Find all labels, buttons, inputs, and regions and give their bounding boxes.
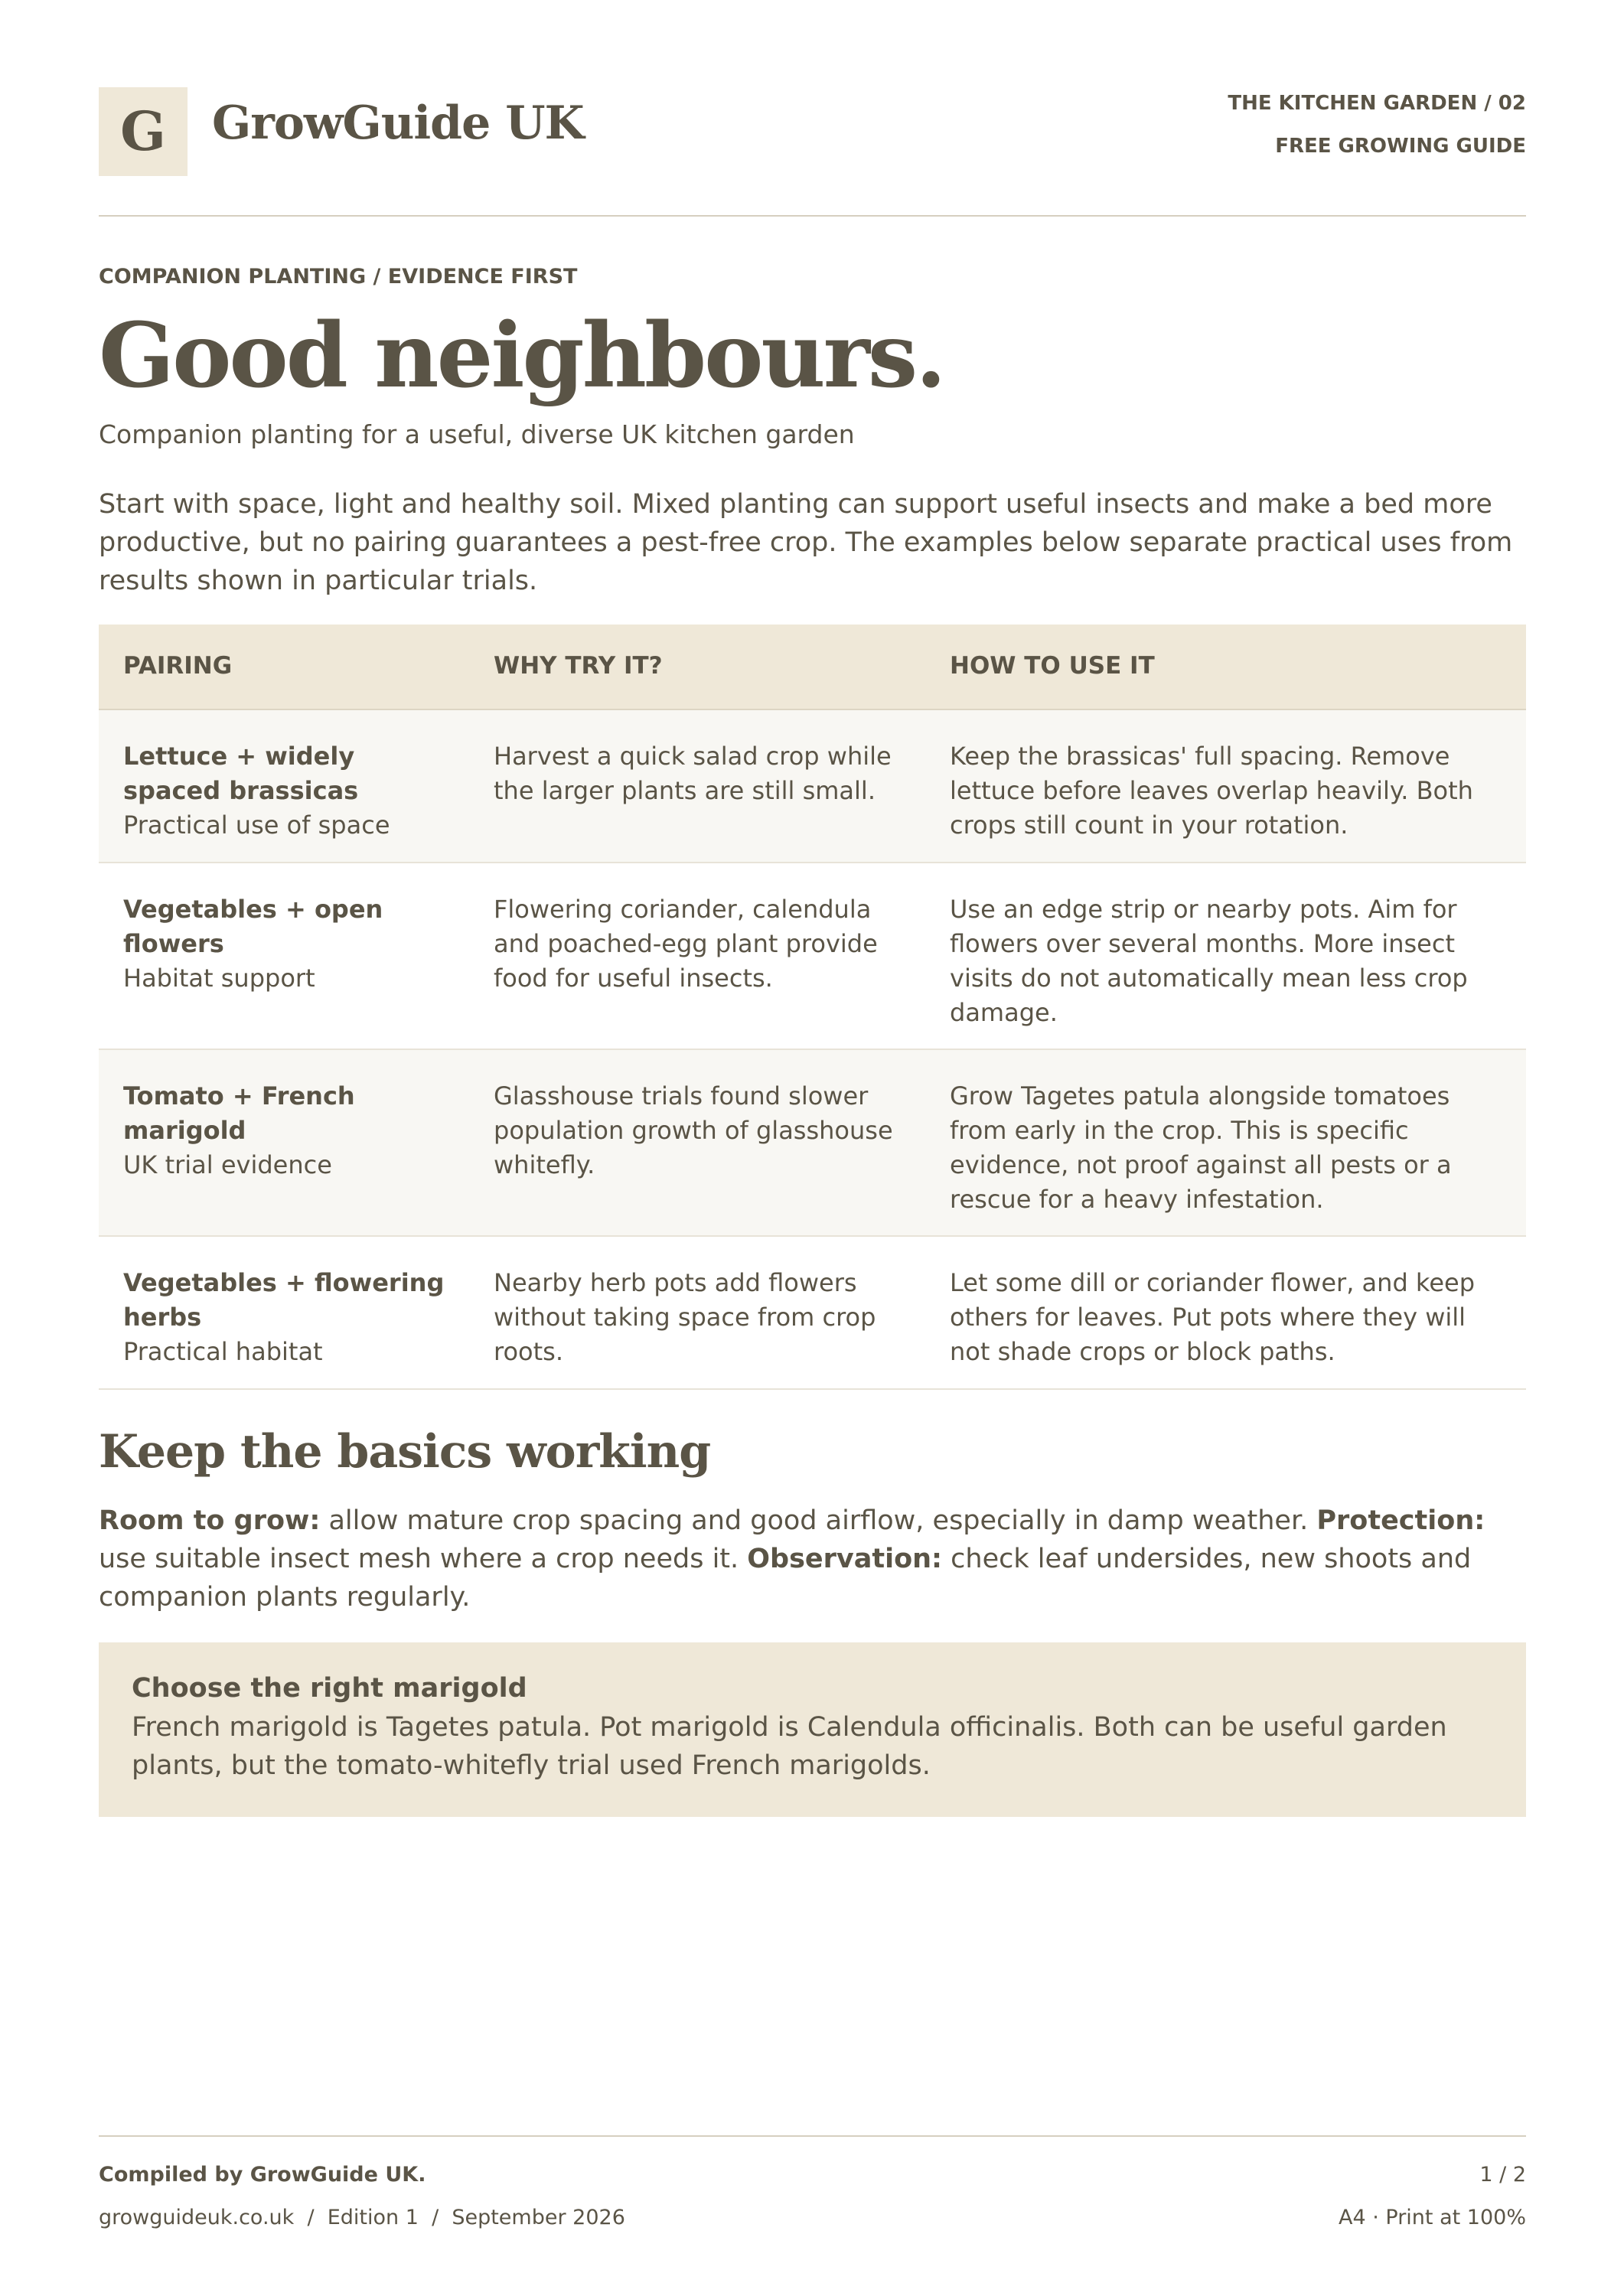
callout-title: Choose the right marigold (132, 1673, 527, 1704)
print-note: A4 · Print at 100% (1339, 2206, 1526, 2229)
how-cell: Let some dill or coriander flower, and keep others for leaves. Put pots where they will not shade crops or block paths. (950, 1268, 1475, 1366)
protection-text: use suitable insect mesh where a crop needs it. (99, 1544, 748, 1574)
pairing-note: Practical habitat (123, 1337, 323, 1366)
room-label: Room to grow: (99, 1505, 321, 1536)
pairing-cell (123, 739, 460, 843)
footer-meta: growguideuk.co.uk / Edition 1 / September 2026 (99, 2206, 625, 2229)
page-subtitle: Companion planting for a useful, diverse UK kitchen garden (99, 419, 855, 449)
why-cell: Flowering coriander, calendula and poached-egg plant provide food for useful insects. (494, 895, 878, 993)
footer-compiled: Compiled by GrowGuide UK. (99, 2163, 426, 2187)
series-label: THE KITCHEN GARDEN / 02 (1228, 92, 1526, 115)
table-header (99, 625, 1526, 710)
pairing-cell (123, 1266, 460, 1369)
pairing-name: Lettuce + widely spaced brassicas (123, 742, 359, 805)
marigold-callout (99, 1642, 1526, 1817)
pairing-cell (123, 1079, 460, 1182)
pairing-note: UK trial evidence (123, 1150, 332, 1179)
pairing-name: Vegetables + open flowers (123, 895, 383, 958)
protection-label: Protection: (1316, 1505, 1485, 1536)
observation-text: check leaf undersides, new shoots and companion plants regularly. (99, 1544, 1472, 1613)
how-cell: Use an edge strip or nearby pots. Aim for flowers over several months. More insect visits do not automatically mean less crop damage. (950, 895, 1468, 1027)
logo-letter: G (120, 99, 166, 163)
table-row (99, 863, 1526, 1050)
pairing-note: Habitat support (123, 964, 315, 993)
page-header (99, 87, 1526, 176)
pairing-table (99, 625, 1526, 1390)
table-row (99, 1237, 1526, 1390)
header-divider (99, 215, 1526, 217)
page-number: 1 / 2 (1479, 2163, 1526, 2187)
callout-body: French marigold is Tagetes patula. Pot marigold is Calendula officinalis. Both can be useful garden plants, but the tomato-whitefly trial used French marigolds. (132, 1712, 1447, 1781)
header-pairing: PAIRING (123, 652, 233, 680)
room-text: allow mature crop spacing and good airflow, especially in damp weather. (320, 1505, 1317, 1536)
pairing-name: Tomato + French marigold (123, 1081, 355, 1145)
header-meta (1228, 92, 1526, 178)
guide-page (99, 0, 1526, 2296)
header-how: HOW TO USE IT (950, 652, 1155, 680)
pairing-name: Vegetables + flowering herbs (123, 1268, 445, 1332)
intro-paragraph: Start with space, light and healthy soil. Mixed planting can support useful insects and make a bed more productive, but no pairing guarantees a pest-free crop. The examples below separate practical uses from results shown in particular trials. (99, 489, 1513, 596)
how-cell: Keep the brassicas' full spacing. Remove lettuce before leaves overlap heavily. Both crops still count in your rotation. (950, 742, 1473, 840)
header-why: WHY TRY IT? (494, 652, 663, 680)
how-cell: Grow Tagetes patula alongside tomatoes from early in the crop. This is specific evidence, not proof against all pests or a rescue for a heavy infestation. (950, 1081, 1452, 1214)
brand-name: GrowGuide UK (212, 96, 584, 150)
table-row (99, 1050, 1526, 1237)
brand-logo (99, 87, 188, 176)
eyebrow: COMPANION PLANTING / EVIDENCE FIRST (99, 265, 578, 289)
guide-type-label: FREE GROWING GUIDE (1275, 135, 1526, 158)
basics-heading: Keep the basics working (99, 1425, 711, 1479)
table-row (99, 710, 1526, 863)
page-title: Good neighbours. (99, 304, 944, 408)
why-cell: Nearby herb pots add flowers without taking space from crop roots. (494, 1268, 876, 1366)
footer-divider (99, 2135, 1526, 2137)
why-cell: Glasshouse trials found slower population growth of glasshouse whitefly. (494, 1081, 893, 1179)
basics-paragraph (99, 1502, 1526, 1616)
pairing-note: Practical use of space (123, 810, 390, 840)
observation-label: Observation: (747, 1544, 943, 1574)
why-cell: Harvest a quick salad crop while the larger plants are still small. (494, 742, 892, 805)
pairing-cell (123, 892, 460, 996)
